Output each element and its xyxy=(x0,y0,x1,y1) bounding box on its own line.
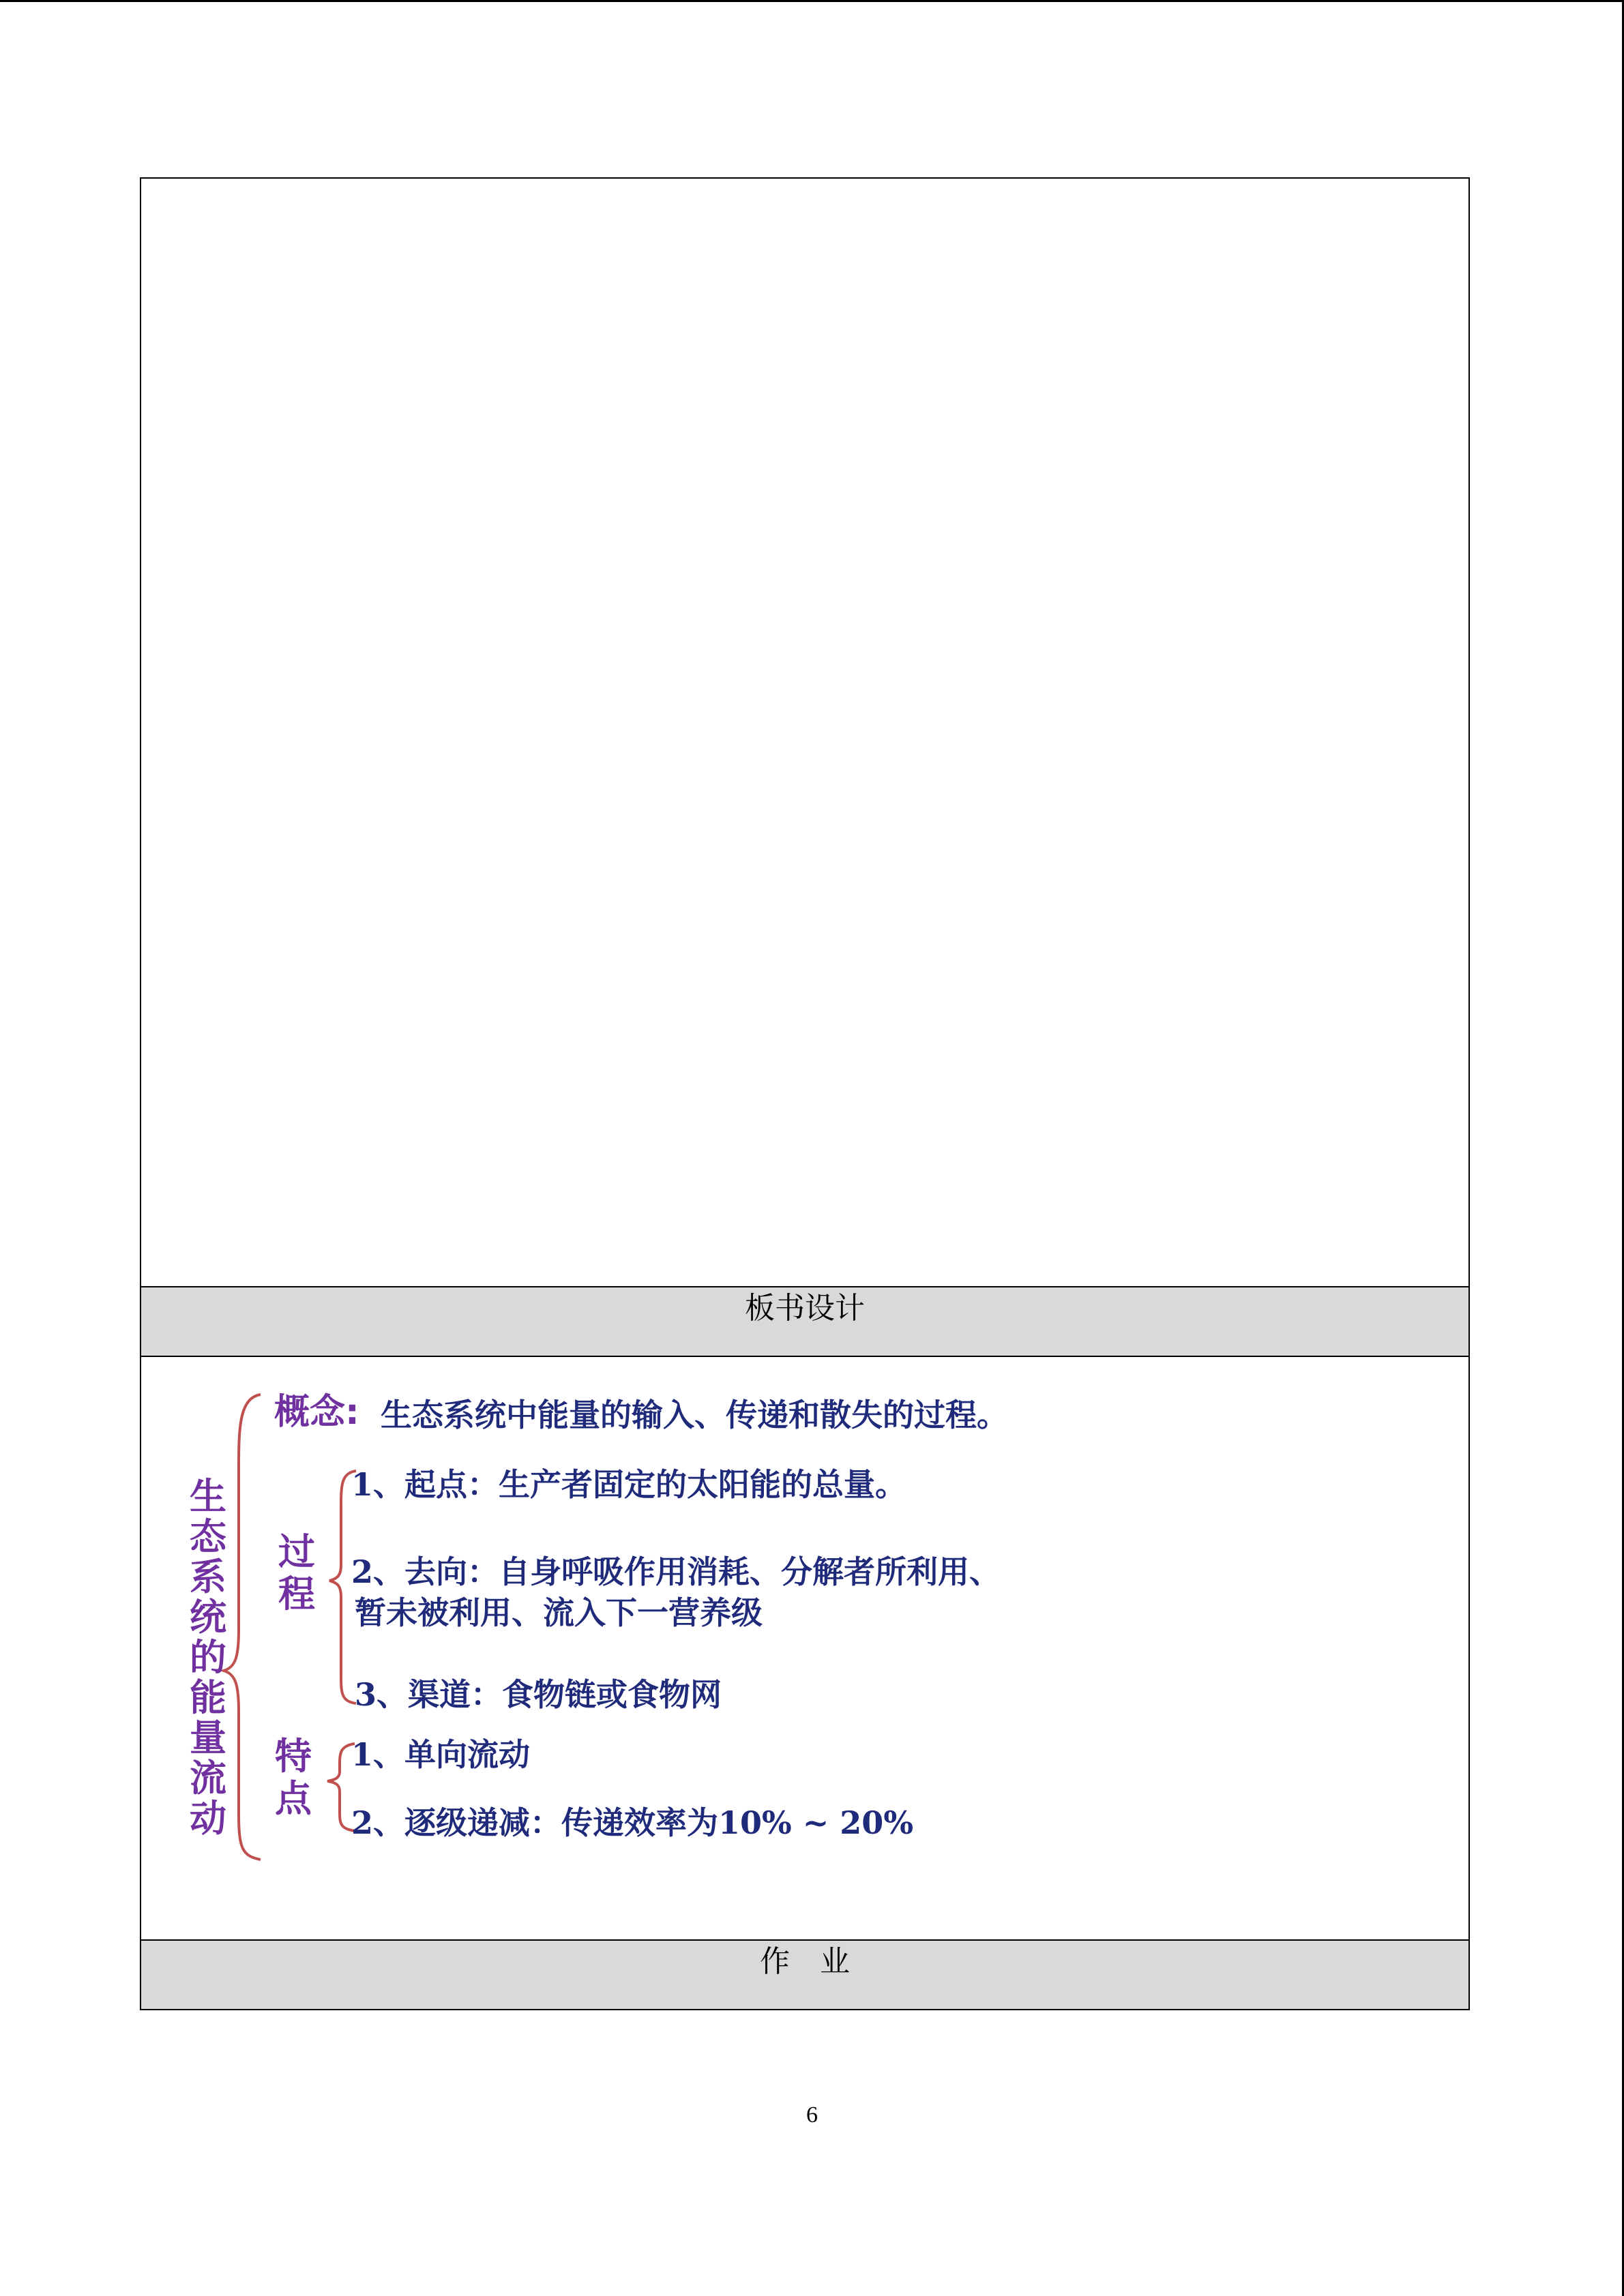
process-item-3: 3、渠道：食物链或食物网 xyxy=(355,1676,722,1713)
board-design-header xyxy=(141,1286,1468,1357)
homework-title: 作 业 xyxy=(760,1944,850,1979)
page-edge-top xyxy=(0,0,1624,2)
concept-label: 概念: xyxy=(274,1392,359,1433)
board-design-title: 板书设计 xyxy=(745,1291,865,1326)
process-label-vertical: 过 程 xyxy=(278,1530,315,1615)
main-title-vertical: 生 态 系 统 的 能 量 流 动 xyxy=(190,1475,226,1840)
process-item-1: 1、起点：生产者固定的太阳能的总量。 xyxy=(351,1466,907,1503)
lesson-plan-table xyxy=(140,177,1470,2010)
feature-label-vertical: 特 点 xyxy=(275,1735,312,1820)
process-item-2-continued: 暂未被利用、流入下一营养级 xyxy=(355,1594,763,1631)
concept-text: 生态系统中能量的输入、传递和散失的过程。 xyxy=(381,1397,1008,1433)
blank-content-cell xyxy=(141,179,1468,1286)
homework-header xyxy=(141,1939,1468,2010)
process-item-2: 2、去向：自身呼吸作用消耗、分解者所利用、 xyxy=(351,1553,1001,1590)
feature-item-1: 1、单向流动 xyxy=(351,1736,531,1773)
feature-item-2: 2、逐级递减：传递效率为10% ~ 20% xyxy=(351,1804,914,1841)
page-number: 6 xyxy=(806,2102,818,2128)
board-design-cell xyxy=(141,1357,1468,1939)
